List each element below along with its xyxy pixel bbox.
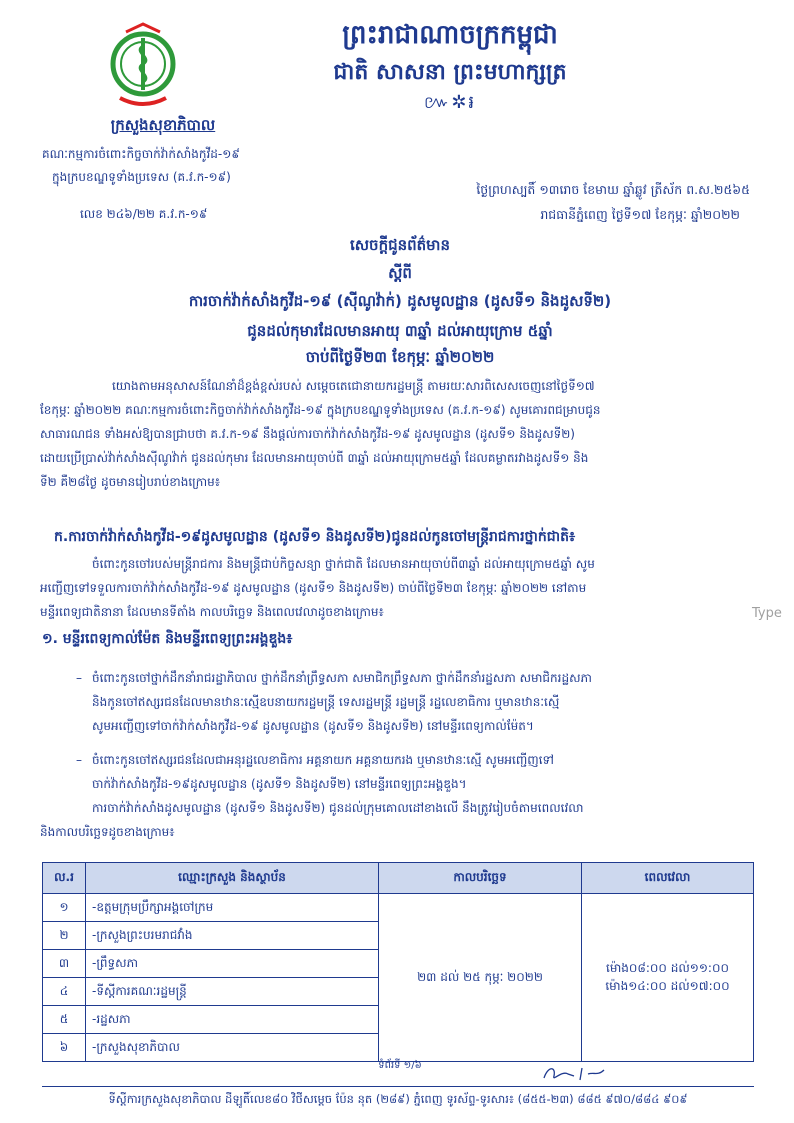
bullet-1 xyxy=(76,666,752,738)
ornament-divider: ៚✲៛ xyxy=(423,92,477,113)
closing-line-2: និងកាលបរិច្ឆេទដូចខាងក្រោម៖ xyxy=(40,825,175,839)
row-institution: -រដ្ឋសភា xyxy=(86,1006,379,1034)
schedule-table xyxy=(42,862,754,1062)
section-a-line-2: អញ្ជើញទៅទទួលការចាក់វ៉ាក់សាំងកូវីដ-១៩ ដូសមូលដ្ឋាន (ដូសទី១ និងដូសទី២) ចាប់ពីថ្ងៃទី២៣ ខែកុម្ភៈ ឆ្នាំ២០២២ នៅតាម xyxy=(40,581,587,595)
row-institution: -ក្រសួងព្រះបរមរាជវាំង xyxy=(86,922,379,950)
bullet-2-line-1: ចំពោះកូនចៅឥស្សរជនដែលជាអនុរដ្ឋលេខាធិការ អគ្គនាយក អគ្គនាយករង ឬមានឋានៈស្មើ សូមអញ្ជើញទៅ xyxy=(92,753,554,767)
kingdom-title: ព្រះរាជាណាចក្រកម្ពុជា xyxy=(342,20,558,50)
table-header-row xyxy=(43,863,754,894)
row-institution: -ក្រសួងសុខាភិបាល xyxy=(86,1034,379,1062)
watermark-text: Type xyxy=(752,606,782,621)
document-type-title: សេចក្តីជូនព័ត៌មាន xyxy=(350,236,450,254)
bullet-2 xyxy=(76,748,752,796)
row-institution: -ទីស្តីការគណៈរដ្ឋមន្ត្រី xyxy=(86,978,379,1006)
national-motto: ជាតិ សាសនា ព្រះមហាក្សត្រ xyxy=(333,60,567,85)
row-no: ៥ xyxy=(43,1006,86,1034)
row-no: ៦ xyxy=(43,1034,86,1062)
time-afternoon: ម៉ោង១៤:០០ ដល់១៧:០០ xyxy=(605,978,730,993)
footer-address: ទីស្តីការក្រសួងសុខាភិបាល ដីឡូតិ៍លេខ៨០ វិថីសម្តេច ប៉ែន នុត (២៨៩) ភ្នំពេញ ទូរស័ព្ទ-ទូរសារ៖ (៨៥៥-២៣) ៨៨៥ ៩៧០/៨៨៤ ៩០៩ xyxy=(108,1092,688,1106)
row-institution: -ព្រឹទ្ធសភា xyxy=(86,950,379,978)
closing-paragraph xyxy=(40,796,756,844)
ministry-name: ក្រសួងសុខាភិបាល xyxy=(110,116,216,134)
time-morning: ម៉ោង០៨:០០ ដល់១១:០០ xyxy=(606,960,729,975)
reference-number: លេខ ២៤៦/២២ គ.វ.ក-១៩ xyxy=(80,207,208,221)
header-no: ល.រ xyxy=(43,863,86,894)
header-time: ពេលវេលា xyxy=(582,863,754,894)
committee-line-2: ក្នុងក្របខណ្ឌទូទាំងប្រទេស (គ.វ.ក-១៩) xyxy=(52,170,231,184)
intro-line-4: ដោយប្រើប្រាស់វ៉ាក់សាំងស៊ីណូវ៉ាក់ ជូនដល់កុមារ ដែលមានអាយុចាប់ពី ៣ឆ្នាំ ដល់អាយុក្រោម៥ឆ្នាំ ដែលគម្លាតរវាងដូសទី១ និង xyxy=(40,451,589,465)
table-row xyxy=(43,894,754,922)
row-no: ២ xyxy=(43,922,86,950)
intro-line-1: យោងតាមអនុសាសន៍ណែនាំដ៏ខ្ពង់ខ្ពស់របស់ សម្តេចតេជោនាយករដ្ឋមន្ត្រី តាមរយៈសារពិសេសចេញនៅថ្ងៃទី១៧ xyxy=(112,379,595,393)
subject-line-2: ជូនដល់កុមារដែលមានអាយុ ៣ឆ្នាំ ដល់អាយុក្រោម ៥ឆ្នាំ xyxy=(247,322,553,340)
subject-line-1: ការចាក់វ៉ាក់សាំងកូវីដ-១៩ (ស៊ីណូវ៉ាក់) ដូសមូលដ្ឋាន (ដូសទី១ និងដូសទី២) xyxy=(188,292,612,310)
bullet-1-line-2: និងកូនចៅឥស្សរជនដែលមានឋានៈស្មើឧបនាយករដ្ឋមន្ត្រី ទេសរដ្ឋមន្ត្រី រដ្ឋមន្ត្រី រដ្ឋលេខាធិការ ឬមានឋានៈស្មើ xyxy=(92,695,560,709)
section-a-paragraph xyxy=(40,552,756,624)
page-number: ទំព័រទី ១/៦ xyxy=(378,1060,422,1071)
bullet-2-line-2: ចាក់វ៉ាក់សាំងកូវីដ-១៩ដូសមូលដ្ឋាន (ដូសទី១ និងដូសទី២) នៅមន្ទីរពេទ្យព្រះអង្គឌួង។ xyxy=(92,777,467,791)
bullet-1-line-3: សូមអញ្ជើញទៅចាក់វ៉ាក់សាំងកូវីដ-១៩ ដូសមូលដ្ឋាន (ដូសទី១ និងដូសទី២) នៅមន្ទីរពេទ្យកាល់ម៉ែត។ xyxy=(92,719,534,733)
subsection-1-heading: ១. មន្ទីរពេទ្យកាល់ម៉ែត និងមន្ទីរពេទ្យព្រះអង្គឌួង៖ xyxy=(42,631,293,647)
initials-signature-icon xyxy=(538,1062,618,1084)
time-cell xyxy=(582,894,754,1062)
subject-label: ស្តីពី xyxy=(388,264,412,282)
section-a-heading: ក.ការចាក់វ៉ាក់សាំងកូវីដ-១៩ដូសមូលដ្ឋាន (ដូសទី១ និងដូសទី២)ជូនដល់កូនចៅមន្ត្រីរាជការថ្នាក់ជាតិ៖ xyxy=(54,529,576,545)
committee-line-1: គណៈកម្មការចំពោះកិច្ចចាក់វ៉ាក់សាំងកូវីដ-១៩ xyxy=(42,147,240,161)
closing-line-1: ការចាក់វ៉ាក់សាំងដូសមូលដ្ឋាន (ដូសទី១ និងដូសទី២) ជូនដល់ក្រុមគោលដៅខាងលើ នឹងត្រូវរៀបចំតាមពេលវេលា xyxy=(92,801,584,815)
header-date: កាលបរិច្ឆេទ xyxy=(379,863,582,894)
header-institution: ឈ្មោះក្រសួង និងស្ថាប័ន xyxy=(86,863,379,894)
row-no: ៣ xyxy=(43,950,86,978)
date-range-cell: ២៣ ដល់ ២៥ កុម្ភៈ ២០២២ xyxy=(379,894,582,1062)
section-a-line-1: ចំពោះកូនចៅរបស់មន្ត្រីរាជការ និងមន្ត្រីជាប់កិច្ចសន្យា ថ្នាក់ជាតិ ដែលមានអាយុចាប់ពី៣ឆ្នាំ ដល់អាយុក្រោម៥ឆ្នាំ សូម xyxy=(92,557,595,571)
row-institution: -ឧត្តមក្រុមប្រឹក្សាអង្គចៅក្រម xyxy=(86,894,379,922)
intro-line-3: សាធារណជន ទាំងអស់ឱ្យបានជ្រាបថា គ.វ.ក-១៩ នឹងផ្តល់ការចាក់វ៉ាក់សាំងកូវីដ-១៩ ដូសមូលដ្ឋាន (ដូសទី១ និងដូសទី២) xyxy=(40,427,575,441)
bullet-1-line-1: ចំពោះកូនចៅថ្នាក់ដឹកនាំរាជរដ្ឋាភិបាល ថ្នាក់ដឹកនាំព្រឹទ្ធសភា សមាជិកព្រឹទ្ធសភា ថ្នាក់ដឹកនាំរដ្ឋសភា សមាជិករដ្ឋសភា xyxy=(92,671,592,685)
bullet-dash: – xyxy=(76,753,82,767)
section-a-line-3: មន្ទីរពេទ្យជាតិនានា ដែលមានទីតាំង កាលបរិច្ឆេទ និងពេលវេលាដូចខាងក្រោម៖ xyxy=(40,605,384,619)
intro-line-5: ទី២ គឺ២៨ថ្ងៃ ដូចមានរៀបរាប់ខាងក្រោម៖ xyxy=(40,475,221,489)
intro-line-2: ខែកុម្ភៈ ឆ្នាំ២០២២ គណៈកម្មការចំពោះកិច្ចចាក់វ៉ាក់សាំងកូវីដ-១៩ ក្នុងក្របខណ្ឌទូទាំងប្រទេស (គ.វ.ក-១៩) សូមគោរពជម្រាបជូន xyxy=(40,403,601,417)
ministry-logo-icon xyxy=(108,22,178,112)
bullet-dash: – xyxy=(76,671,82,685)
row-no: ៤ xyxy=(43,978,86,1006)
footer-divider xyxy=(42,1086,754,1087)
lunar-date: ថ្ងៃព្រហស្បតិ៍ ១៣រោច ខែមាឃ ឆ្នាំឆ្លូវ ត្រីស័ក ព.ស.២៥៦៥ xyxy=(476,182,750,197)
subject-line-3: ចាប់ពីថ្ងៃទី២៣ ខែកុម្ភៈ ឆ្នាំ២០២២ xyxy=(305,348,495,366)
intro-paragraph xyxy=(40,374,756,494)
row-no: ១ xyxy=(43,894,86,922)
solar-date: រាជធានីភ្នំពេញ ថ្ងៃទី១៧ ខែកុម្ភៈ ឆ្នាំ២០២២ xyxy=(540,207,740,222)
